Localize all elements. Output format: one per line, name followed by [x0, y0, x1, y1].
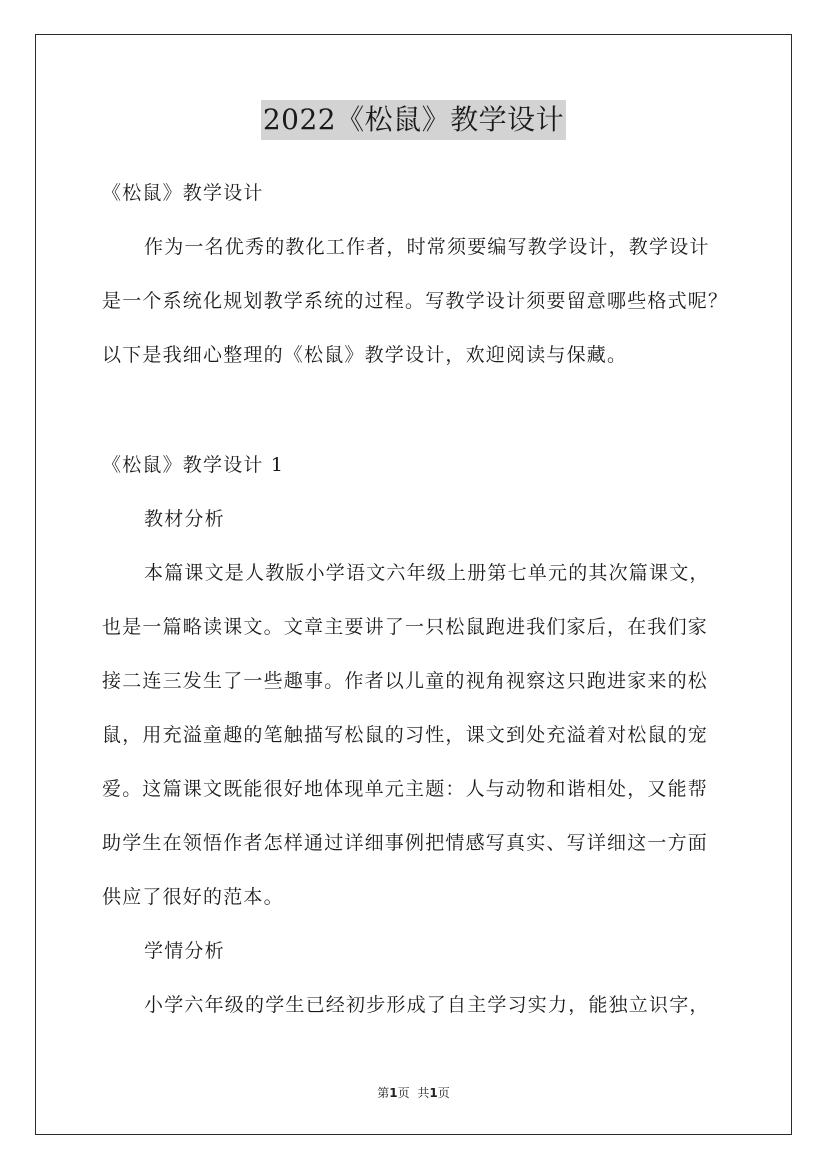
students-line-1: 小学六年级的学生已经初步形成了自主学习实力，能独立识字，: [144, 994, 710, 1016]
material-line-4: 鼠，用充溢童趣的笔触描写松鼠的习性，课文到处充溢着对松鼠的宠: [102, 724, 709, 746]
material-line-5: 爱。这篇课文既能很好地体现单元主题：人与动物和谐相处，又能帮: [102, 778, 709, 800]
intro-line-3: 以下是我细心整理的《松鼠》教学设计，欢迎阅读与保藏。: [102, 344, 628, 366]
page-footer: [0, 1084, 827, 1101]
footer-page-prefix: 第: [377, 1086, 390, 1100]
intro-line-1: 作为一名优秀的教化工作者，时常须要编写教学设计，教学设计: [144, 236, 710, 258]
material-line-2: 也是一篇略读课文。文章主要讲了一只松鼠跑进我们家后，在我们家: [102, 616, 709, 638]
material-line-6: 助学生在领悟作者怎样通过详细事例把情感写真实、写详细这一方面: [102, 832, 709, 854]
material-line-7: 供应了很好的范本。: [102, 886, 284, 908]
footer-total-suffix: 页: [437, 1086, 450, 1100]
material-line-1: 本篇课文是人教版小学语文六年级上册第七单元的其次篇课文，: [144, 562, 710, 584]
intro-line-2: 是一个系统化规划教学系统的过程。写教学设计须要留意哪些格式呢？: [102, 290, 729, 312]
material-line-3: 接二连三发生了一些趣事。作者以儿童的视角视察这只跑进家来的松: [102, 670, 709, 692]
document-title: 2022《松鼠》教学设计: [261, 100, 566, 140]
title-container: [0, 100, 827, 140]
footer-page-suffix: 页: [397, 1086, 410, 1100]
heading-students: 学情分析: [144, 940, 225, 962]
footer-page-number: 1: [389, 1086, 398, 1100]
heading-material: 教材分析: [144, 508, 225, 530]
footer-total-prefix: 共: [417, 1086, 430, 1100]
footer-total-number: 1: [429, 1086, 438, 1100]
section-title: 《松鼠》教学设计 1: [102, 454, 285, 476]
document-subtitle: 《松鼠》教学设计: [102, 182, 264, 204]
